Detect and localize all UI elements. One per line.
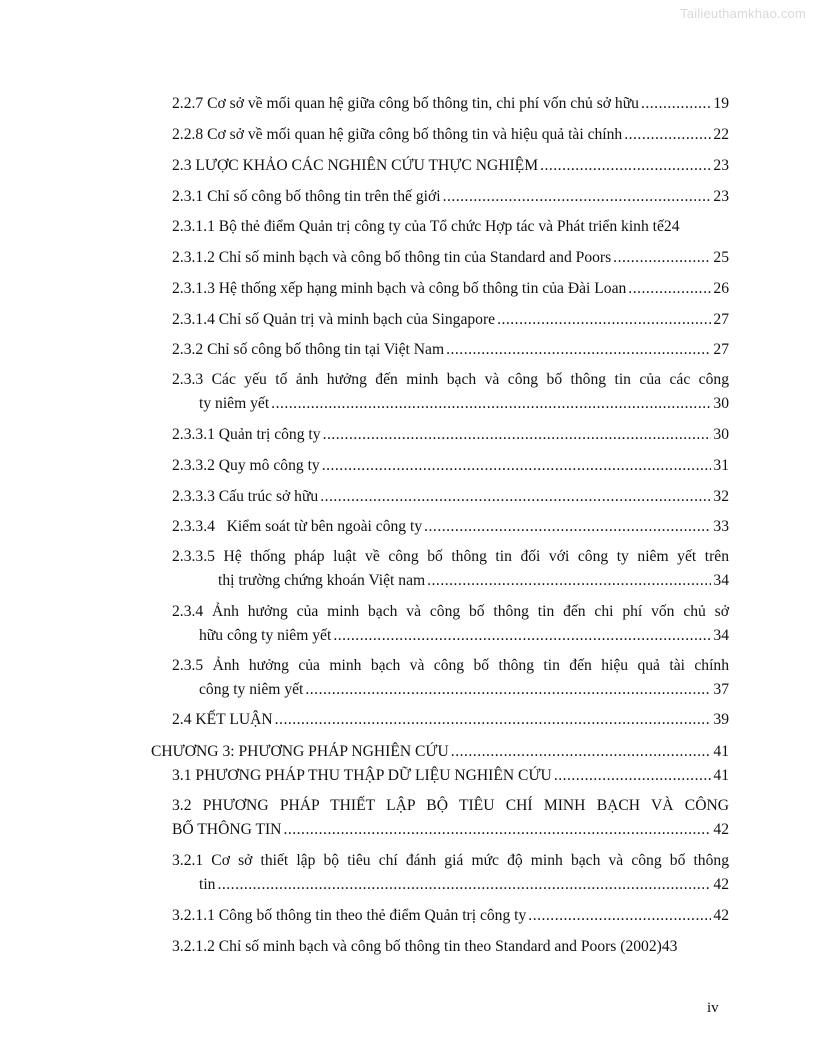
toc-entry[interactable] bbox=[172, 545, 729, 593]
toc-leader bbox=[320, 485, 711, 509]
toc-entry[interactable] bbox=[172, 485, 729, 509]
toc-leader bbox=[540, 154, 711, 178]
toc-entry-title: 3.2.1.1 Công bố thông tin theo thẻ điểm Quản trị công ty bbox=[172, 907, 527, 924]
toc-entry-title: 2.3.3.2 Quy mô công ty bbox=[172, 457, 320, 474]
toc-entry-page: 19 bbox=[713, 95, 729, 112]
toc-entry-title: 2.3.3 Các yếu tố ảnh hưởng đến minh bạch và công bố thông tin của các công bbox=[172, 371, 729, 388]
toc-leader bbox=[641, 92, 711, 116]
toc-leader bbox=[451, 740, 712, 764]
toc-entry-page: 30 bbox=[713, 395, 729, 412]
toc-leader bbox=[283, 818, 711, 842]
toc-leader bbox=[443, 185, 712, 209]
toc-entry[interactable] bbox=[172, 308, 729, 332]
toc-entry-title: 2.3.3.5 Hệ thống pháp luật về công bố thông tin đối với công ty niêm yết trên bbox=[172, 548, 729, 565]
toc-entry-title: 2.3.3.4 Kiểm soát từ bên ngoài công ty bbox=[172, 518, 423, 535]
toc-entry-page: 39 bbox=[713, 711, 729, 728]
toc-leader bbox=[624, 123, 711, 147]
toc-entry-title: 3.2.1 Cơ sở thiết lập bộ tiêu chí đánh giá mức độ minh bạch và công bố thông bbox=[172, 852, 729, 869]
toc-entry-title-continued: thị trường chứng khoán Việt nam bbox=[218, 572, 426, 589]
toc-entry-title: 2.3.1.4 Chỉ số Quản trị và minh bạch của Singapore bbox=[172, 311, 496, 328]
toc-entry[interactable] bbox=[172, 338, 729, 362]
toc-entry[interactable] bbox=[172, 515, 729, 539]
toc-entry-title-continued: ty niêm yết bbox=[199, 395, 270, 412]
toc-leader bbox=[497, 308, 711, 332]
toc-entry-chapter[interactable] bbox=[151, 740, 729, 764]
toc-entry-page: 42 bbox=[713, 821, 729, 838]
toc-entry[interactable] bbox=[172, 794, 729, 842]
toc-entry-title: 2.3.3.3 Cấu trúc sở hữu bbox=[172, 488, 319, 505]
watermark: Tailieuthamkhao.com bbox=[680, 6, 806, 21]
toc-entry-title: 2.3.2 Chỉ số công bố thông tin tại Việt Nam bbox=[172, 341, 445, 358]
toc-entry-page: 31 bbox=[713, 457, 729, 474]
toc-leader bbox=[424, 515, 711, 539]
toc-entry[interactable] bbox=[172, 92, 729, 116]
toc-entry-title-continued: hữu công ty niêm yết bbox=[199, 627, 332, 644]
toc-entry-page: 41 bbox=[713, 767, 729, 784]
toc-entry[interactable] bbox=[172, 904, 729, 928]
toc-leader bbox=[628, 277, 711, 301]
toc-entry-page: 33 bbox=[713, 518, 729, 535]
toc-leader bbox=[554, 764, 712, 788]
toc-entry-title: 2.4 KẾT LUẬN bbox=[172, 711, 273, 728]
toc-entry-page: 41 bbox=[713, 743, 729, 760]
toc-entry-title-continued: tin bbox=[199, 876, 216, 893]
toc-entry-title: 2.3.1.2 Chỉ số minh bạch và công bố thông tin của Standard and Poors bbox=[172, 249, 612, 266]
toc-entry-page: 26 bbox=[713, 280, 729, 297]
toc-entry-title: 2.3.1.1 Bộ thẻ điểm Quản trị công ty của Tổ chức Hợp tác và Phát triển kinh tế bbox=[172, 218, 664, 235]
toc-entry-title: CHƯƠNG 3: PHƯƠNG PHÁP NGHIÊN CỨU bbox=[151, 743, 449, 760]
toc-entry-title-continued: BỐ THÔNG TIN bbox=[172, 821, 282, 838]
toc-entry-page: 34 bbox=[713, 627, 729, 644]
toc-leader bbox=[528, 904, 711, 928]
toc-entry[interactable] bbox=[172, 368, 729, 416]
toc-entry-page: 30 bbox=[713, 426, 729, 443]
toc-leader bbox=[446, 338, 711, 362]
toc-entry-title: 2.3 LƯỢC KHẢO CÁC NGHIÊN CỨU THỰC NGHIỆM bbox=[172, 157, 539, 174]
toc-entry[interactable] bbox=[172, 185, 729, 209]
toc-entry-page: 27 bbox=[713, 311, 729, 328]
toc-entry-title: 3.2.1.2 Chỉ số minh bạch và công bố thông tin theo Standard and Poors (2002) bbox=[172, 938, 662, 955]
toc-leader bbox=[217, 873, 711, 897]
toc-entry[interactable] bbox=[172, 935, 729, 959]
toc-entry-title: 2.3.1.3 Hệ thống xếp hạng minh bạch và công bố thông tin của Đài Loan bbox=[172, 280, 627, 297]
toc-entry-page: 23 bbox=[713, 157, 729, 174]
toc-entry-title: 2.3.3.1 Quản trị công ty bbox=[172, 426, 321, 443]
toc-leader bbox=[333, 624, 711, 648]
toc-leader bbox=[305, 678, 711, 702]
toc-entry-title: 2.3.4 Ảnh hưởng của minh bạch và công bố thông tin đến chi phí vốn chủ sở bbox=[172, 603, 729, 620]
toc-entry-page: 22 bbox=[713, 126, 729, 143]
toc-entry[interactable] bbox=[172, 600, 729, 648]
toc-leader bbox=[323, 423, 712, 447]
toc-entry-page: 27 bbox=[713, 341, 729, 358]
toc-entry[interactable] bbox=[172, 708, 729, 732]
toc-entry[interactable] bbox=[172, 849, 729, 897]
toc-leader bbox=[271, 392, 711, 416]
toc-entry-page: 37 bbox=[713, 681, 729, 698]
toc-entry[interactable] bbox=[172, 277, 729, 301]
toc-entry-title: 2.2.8 Cơ sở về mối quan hệ giữa công bố thông tin và hiệu quả tài chính bbox=[172, 126, 623, 143]
toc-entry-page: 43 bbox=[661, 938, 678, 955]
toc-entry[interactable] bbox=[172, 454, 729, 478]
toc-entry-page: 24 bbox=[663, 218, 680, 235]
toc-entry[interactable] bbox=[172, 215, 729, 239]
toc-entry[interactable] bbox=[172, 764, 729, 788]
toc-entry-title-continued: công ty niêm yết bbox=[199, 681, 304, 698]
toc-leader bbox=[322, 454, 712, 478]
toc-entry-title: 3.2 PHƯƠNG PHÁP THIẾT LẬP BỘ TIÊU CHÍ MINH BẠCH VÀ CÔNG bbox=[172, 797, 729, 814]
toc-entry[interactable] bbox=[172, 246, 729, 270]
page-number: iv bbox=[707, 1000, 719, 1016]
toc-entry-page: 23 bbox=[713, 188, 729, 205]
toc-entry-title: 2.3.1 Chỉ số công bố thông tin trên thế giới bbox=[172, 188, 441, 205]
toc-entry-title: 2.2.7 Cơ sở về mối quan hệ giữa công bố thông tin, chi phí vốn chủ sở hữu bbox=[172, 95, 639, 112]
toc-entry[interactable] bbox=[172, 154, 729, 178]
toc-entry[interactable] bbox=[172, 123, 729, 147]
toc-entry-page: 32 bbox=[713, 488, 729, 505]
toc-entry-page: 34 bbox=[713, 572, 729, 589]
toc-leader bbox=[427, 569, 711, 593]
toc-entry-page: 42 bbox=[713, 907, 729, 924]
toc-entry-title: 3.1 PHƯƠNG PHÁP THU THẬP DỮ LIỆU NGHIÊN CỨU bbox=[172, 767, 552, 784]
toc-entry[interactable] bbox=[172, 654, 729, 702]
toc-leader bbox=[613, 246, 711, 270]
toc-entry-title: 2.3.5 Ảnh hưởng của minh bạch và công bố thông tin đến hiệu quả tài chính bbox=[172, 657, 729, 674]
toc-entry-page: 25 bbox=[713, 249, 729, 266]
toc-entry[interactable] bbox=[172, 423, 729, 447]
toc-entry-page: 42 bbox=[713, 876, 729, 893]
toc-leader bbox=[275, 708, 712, 732]
